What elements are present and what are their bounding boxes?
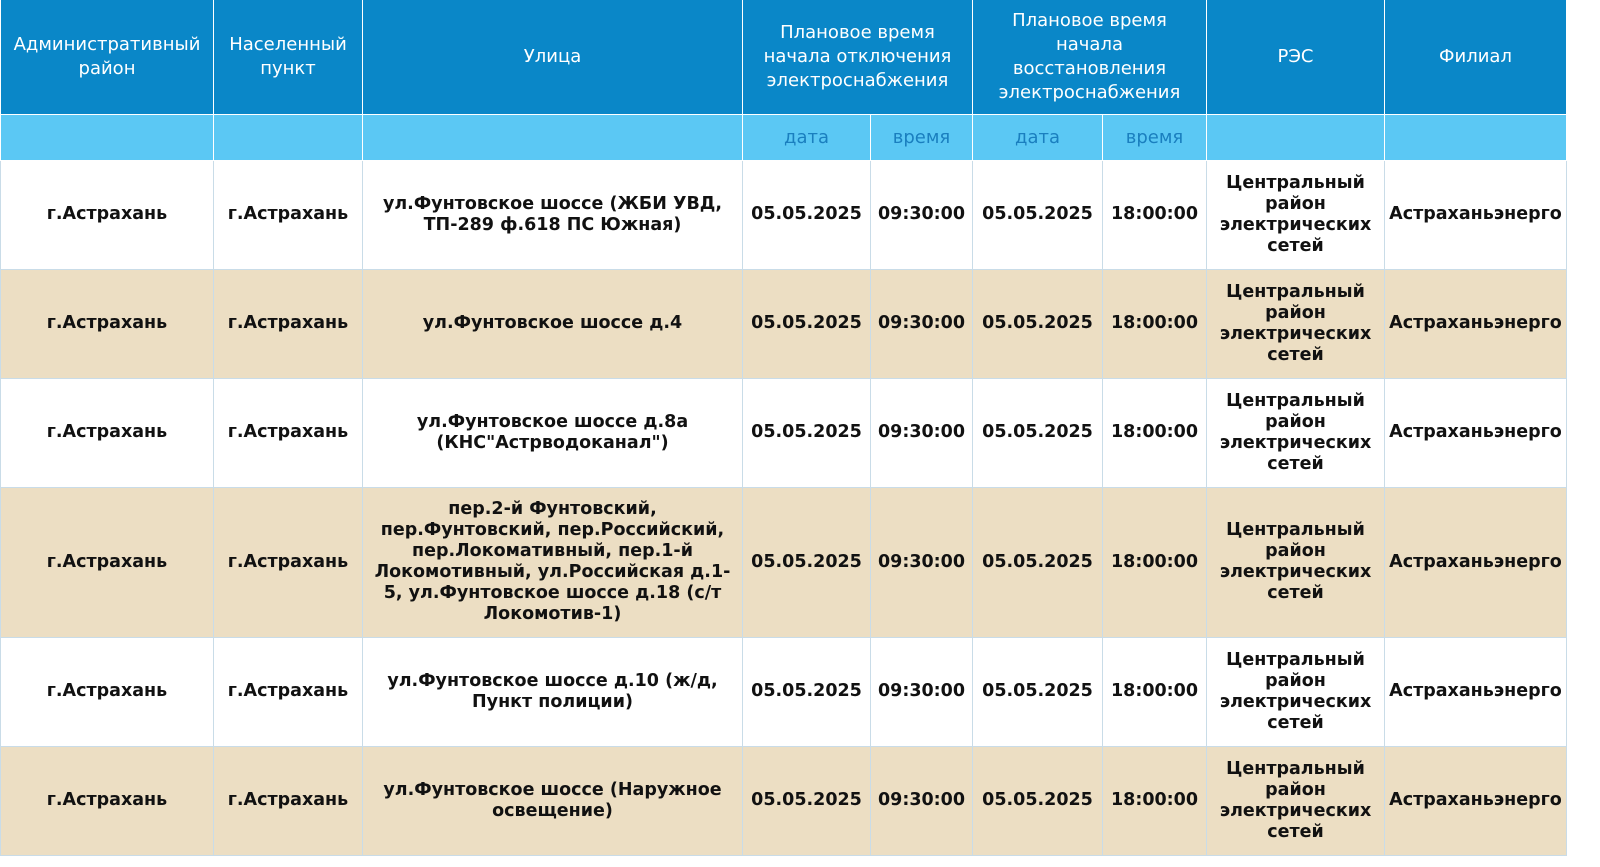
cell-district: г.Астрахань: [1, 746, 214, 855]
subheader-empty: [214, 114, 363, 160]
cell-branch: Астраханьэнерго: [1385, 746, 1567, 855]
table-header: [1, 0, 1567, 160]
subheader-restore-time: время: [1103, 114, 1207, 160]
cell-street: ул.Фунтовское шоссе д.10 (ж/д, Пункт полиции): [363, 637, 743, 746]
header-branch: Филиал: [1385, 0, 1567, 114]
cell-restore-date: 05.05.2025: [973, 746, 1103, 855]
cell-restore-date: 05.05.2025: [973, 487, 1103, 637]
cell-off-time: 09:30:00: [871, 160, 973, 269]
cell-branch: Астраханьэнерго: [1385, 378, 1567, 487]
cell-district: г.Астрахань: [1, 637, 214, 746]
subheader-row: [1, 114, 1567, 160]
subheader-empty: [1385, 114, 1567, 160]
cell-off-time: 09:30:00: [871, 487, 973, 637]
cell-restore-time: 18:00:00: [1103, 637, 1207, 746]
subheader-empty: [1207, 114, 1385, 160]
subheader-restore-date: дата: [973, 114, 1103, 160]
cell-res: Центральный район электрических сетей: [1207, 160, 1385, 269]
cell-restore-time: 18:00:00: [1103, 746, 1207, 855]
cell-branch: Астраханьэнерго: [1385, 637, 1567, 746]
cell-off-time: 09:30:00: [871, 746, 973, 855]
cell-restore-time: 18:00:00: [1103, 378, 1207, 487]
cell-street: пер.2-й Фунтовский, пер.Фунтовский, пер.Российский, пер.Локомативный, пер.1-й Локомотивный, ул.Российская д.1-5, ул.Фунтовское шоссе д.18 (с/т Локомотив-1): [363, 487, 743, 637]
subheader-off-time: время: [871, 114, 973, 160]
cell-restore-time: 18:00:00: [1103, 487, 1207, 637]
cell-district: г.Астрахань: [1, 378, 214, 487]
subheader-empty: [363, 114, 743, 160]
header-planned-off: Плановое время начала отключения электроснабжения: [743, 0, 973, 114]
cell-res: Центральный район электрических сетей: [1207, 269, 1385, 378]
cell-locality: г.Астрахань: [214, 269, 363, 378]
cell-locality: г.Астрахань: [214, 746, 363, 855]
table-row: [1, 160, 1567, 269]
cell-off-time: 09:30:00: [871, 637, 973, 746]
cell-off-date: 05.05.2025: [743, 746, 871, 855]
subheader-off-date: дата: [743, 114, 871, 160]
cell-branch: Астраханьэнерго: [1385, 487, 1567, 637]
cell-res: Центральный район электрических сетей: [1207, 487, 1385, 637]
cell-off-time: 09:30:00: [871, 269, 973, 378]
table-row: [1, 637, 1567, 746]
cell-off-date: 05.05.2025: [743, 487, 871, 637]
cell-off-date: 05.05.2025: [743, 269, 871, 378]
cell-street: ул.Фунтовское шоссе д.8а (КНС"Астрводоканал"): [363, 378, 743, 487]
cell-street: ул.Фунтовское шоссе (Наружное освещение): [363, 746, 743, 855]
cell-off-date: 05.05.2025: [743, 637, 871, 746]
cell-restore-date: 05.05.2025: [973, 160, 1103, 269]
cell-restore-date: 05.05.2025: [973, 269, 1103, 378]
cell-street: ул.Фунтовское шоссе (ЖБИ УВД, ТП-289 ф.618 ПС Южная): [363, 160, 743, 269]
cell-street: ул.Фунтовское шоссе д.4: [363, 269, 743, 378]
table-row: [1, 378, 1567, 487]
cell-off-date: 05.05.2025: [743, 378, 871, 487]
cell-off-time: 09:30:00: [871, 378, 973, 487]
cell-res: Центральный район электрических сетей: [1207, 746, 1385, 855]
cell-branch: Астраханьэнерго: [1385, 269, 1567, 378]
header-res: РЭС: [1207, 0, 1385, 114]
table-row: [1, 269, 1567, 378]
cell-district: г.Астрахань: [1, 487, 214, 637]
cell-district: г.Астрахань: [1, 160, 214, 269]
cell-locality: г.Астрахань: [214, 378, 363, 487]
header-street: Улица: [363, 0, 743, 114]
cell-restore-time: 18:00:00: [1103, 269, 1207, 378]
subheader-empty: [1, 114, 214, 160]
cell-locality: г.Астрахань: [214, 160, 363, 269]
cell-res: Центральный район электрических сетей: [1207, 378, 1385, 487]
cell-restore-date: 05.05.2025: [973, 378, 1103, 487]
cell-res: Центральный район электрических сетей: [1207, 637, 1385, 746]
cell-locality: г.Астрахань: [214, 487, 363, 637]
header-admin-district: Административный район: [1, 0, 214, 114]
table-row: [1, 487, 1567, 637]
cell-off-date: 05.05.2025: [743, 160, 871, 269]
header-planned-restore: Плановое время начала восстановления электроснабжения: [973, 0, 1207, 114]
cell-district: г.Астрахань: [1, 269, 214, 378]
cell-locality: г.Астрахань: [214, 637, 363, 746]
table-body: [1, 160, 1567, 855]
cell-restore-time: 18:00:00: [1103, 160, 1207, 269]
cell-branch: Астраханьэнерго: [1385, 160, 1567, 269]
cell-restore-date: 05.05.2025: [973, 637, 1103, 746]
header-locality: Населенный пункт: [214, 0, 363, 114]
header-row: [1, 0, 1567, 114]
table-row: [1, 746, 1567, 855]
